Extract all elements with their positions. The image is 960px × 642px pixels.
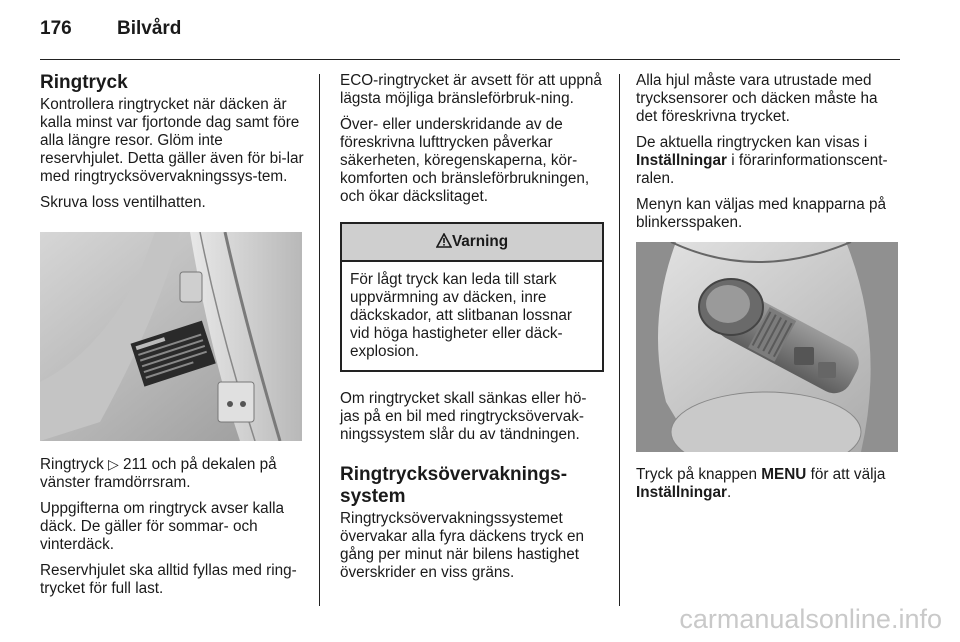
paragraph: Tryck på knappen MENU för att välja Inställningar. — [636, 466, 886, 501]
paragraph: Kontrollera ringtrycket när däcken är kalla minst var fjortonde dag samt före alla längre resor. Glöm inte reservhjulet. Detta gäller även för bi-lar med ringtrycksövervakningssys-tem. — [40, 96, 304, 185]
paragraph: Ringtrycksövervakningssystemet övervakar alla fyra däckens tryck en gång per minut när bilens hastighet överskrider en viss gräns. — [340, 510, 585, 581]
paragraph: Menyn kan väljas med knapparna på blinkersspaken. — [636, 196, 887, 231]
chapter-title: Bilvård — [117, 18, 182, 39]
section-heading-tpms: Ringtrycksövervaknings-system — [340, 464, 568, 507]
column-divider — [619, 74, 620, 606]
column-2 — [340, 72, 604, 590]
ref-arrow-icon: ▷ — [108, 456, 119, 472]
column-1 — [40, 72, 304, 606]
column-divider — [319, 74, 320, 606]
warning-box — [340, 222, 604, 372]
paragraph: ECO-ringtrycket är avsett för att uppnå lägsta möjliga bränsleförbruk-ning. — [340, 72, 602, 107]
paragraph: Om ringtrycket skall sänkas eller hö-jas på en bil med ringtrycksövervak-ningssystem slår du av tändningen. — [340, 390, 587, 443]
paragraph: Uppgifterna om ringtryck avser kalla däck. De gäller för sommar- och vinterdäck. — [40, 500, 284, 553]
door-frame-label-illustration — [40, 232, 302, 441]
paragraph: De aktuella ringtrycken kan visas i Inställningar i förarinformationscent-ralen. — [636, 134, 888, 187]
warning-header — [342, 224, 602, 262]
header-rule — [40, 59, 900, 60]
paragraph: Ringtryck ▷ 211 och på dekalen på vänster framdörrsram. — [40, 456, 277, 491]
column-3 — [636, 72, 900, 510]
watermark: carmanualsonline.info — [679, 604, 942, 634]
paragraph: Reservhjulet ska alltid fyllas med ring-trycket för full last. — [40, 562, 297, 597]
warning-triangle-icon — [436, 233, 452, 248]
warning-text: För lågt tryck kan leda till stark uppvärmning av däcken, inre däckskador, att slitbanan lossnar vid höga hastigheter eller däck-explosion. — [350, 271, 572, 360]
paragraph: Skruva loss ventilhatten. — [40, 194, 206, 211]
paragraph: Över- eller underskridande av de föreskrivna lufttrycken påverkar säkerheten, köregenskaperna, kör-komforten och bränsleförbrukningen, och ökar däckslitaget. — [340, 116, 590, 205]
indicator-stalk-illustration — [636, 242, 898, 452]
paragraph: Alla hjul måste vara utrustade med trycksensorer och däcken måste ha det föreskrivna trycket. — [636, 72, 878, 125]
page-number: 176 — [40, 18, 72, 39]
section-heading-ringtryck: Ringtryck — [40, 72, 128, 93]
warning-title: Varning — [451, 233, 509, 250]
